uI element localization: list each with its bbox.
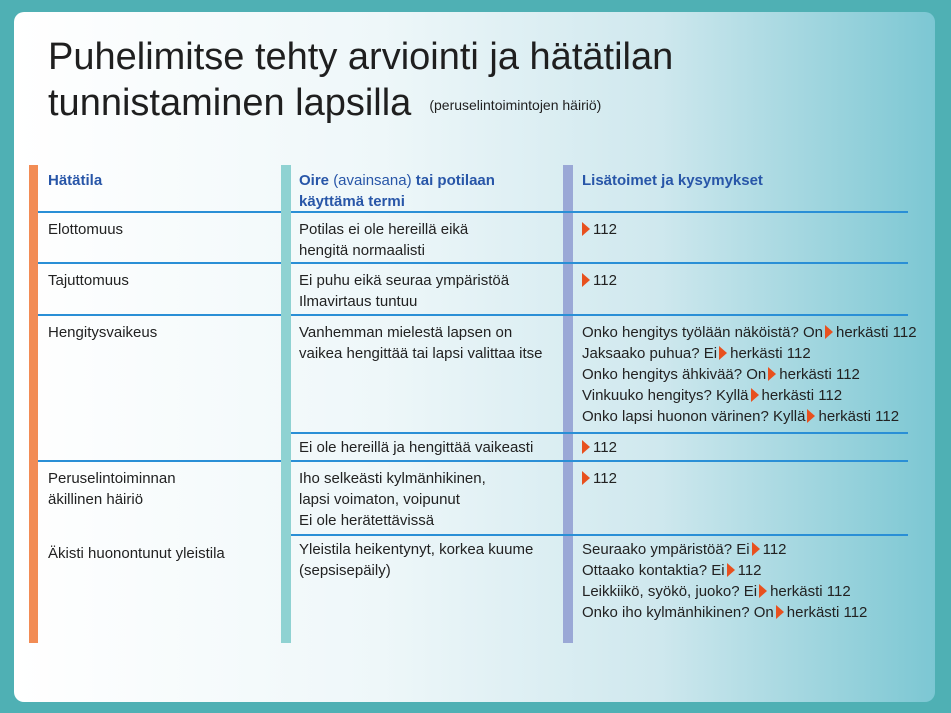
column-bar-blue: [563, 165, 573, 643]
row-yleistila-q1: [582, 539, 787, 560]
action-text: 112: [737, 562, 762, 579]
row-perus-sym1: Iho selkeästi kylmänhikinen,: [299, 470, 486, 487]
row-hengitys-q3: [582, 364, 860, 385]
row-tajuttomuus-state: Tajuttomuus: [48, 272, 129, 289]
rule-row2-1: [38, 314, 281, 316]
arrow-icon: [759, 584, 767, 598]
row-hengitys-sym3: Ei ole hereillä ja hengittää vaikeasti: [299, 439, 534, 456]
arrow-icon: [807, 409, 815, 423]
title-subtitle: (peruselintoimintojen häiriö): [429, 96, 602, 113]
row-perus-state2: äkillinen häiriö: [48, 491, 144, 508]
header-lisatoimet: Lisätoimet ja kysymykset: [582, 172, 763, 189]
arrow-icon: [825, 325, 833, 339]
row-tajuttomuus-sym1: Ei puhu eikä seuraa ympäristöä: [299, 272, 510, 289]
arrow-icon: [776, 605, 784, 619]
action-text: herkästi 112: [730, 345, 811, 362]
slide-panel: [14, 12, 935, 702]
rule-row3-1: [38, 460, 281, 462]
header-oire-line2: käyttämä termi: [299, 193, 405, 210]
rule-row3-sub: [291, 432, 908, 434]
row-perus-action: [580, 468, 617, 489]
action-text: 112: [762, 541, 787, 558]
column-bar-orange: [29, 165, 38, 643]
row-perus-sym2: lapsi voimaton, voipunut: [299, 491, 460, 508]
row-yleistila-q2: [582, 560, 762, 581]
rule-row3-2: [291, 460, 908, 462]
slide-title: [48, 34, 673, 128]
row-hengitys-q2: [582, 343, 811, 364]
row-hengitys-sym1: Vanhemman mielestä lapsen on: [299, 324, 513, 341]
action-text: 112: [593, 221, 617, 238]
action-text: herkästi 112: [770, 583, 851, 600]
title-line-1: Puhelimitse tehty arviointi ja hätätilan: [48, 36, 674, 78]
question-text: Seuraako ympäristöä? Ei: [582, 541, 750, 558]
arrow-icon: [582, 440, 590, 454]
arrow-icon: [582, 273, 590, 287]
arrow-icon: [719, 346, 727, 360]
header-hatatila: Hätätila: [48, 172, 103, 189]
question-text: Onko hengitys ähkivää? On: [582, 366, 767, 383]
row-elottomuus-action: [580, 219, 617, 240]
arrow-icon: [582, 471, 590, 485]
row-hengitys-action2: [580, 437, 617, 458]
header-oire-a: Oire: [299, 172, 330, 189]
action-text: herkästi 112: [818, 408, 900, 425]
rule-row1-1: [38, 262, 281, 264]
arrow-icon: [768, 367, 776, 381]
row-yleistila-sym2: (sepsisepäily): [299, 562, 391, 579]
action-text: herkästi 112: [835, 324, 917, 341]
action-text: herkästi 112: [786, 604, 868, 621]
rule-row1-2: [291, 262, 908, 264]
row-elottomuus-sym2: hengitä normaalisti: [299, 242, 425, 259]
rule-row2-2: [291, 314, 908, 316]
row-yleistila-state: Äkisti huonontunut yleistila: [48, 545, 225, 562]
row-yleistila-q4: [582, 602, 867, 623]
row-elottomuus-sym1: Potilas ei ole hereillä eikä: [299, 221, 469, 238]
row-hengitys-q5: [582, 406, 899, 427]
action-text: herkästi 112: [779, 366, 860, 383]
row-yleistila-sym1: Yleistila heikentynyt, korkea kuume: [299, 541, 534, 558]
rule-header-2: [291, 211, 908, 213]
title-line-2: [48, 80, 673, 128]
question-text: Onko iho kylmänhikinen? On: [582, 604, 774, 621]
question-text: Vinkuuko hengitys? Kyllä: [582, 387, 749, 404]
question-text: Onko hengitys työlään näköistä? On: [582, 324, 823, 341]
row-hengitys-q4: [582, 385, 842, 406]
arrow-icon: [582, 222, 590, 236]
header-oire: [299, 170, 495, 191]
question-text: Jaksaako puhua? Ei: [582, 345, 718, 362]
header-oire-b: (avainsana): [333, 172, 412, 189]
question-text: Onko lapsi huonon värinen? Kyllä: [582, 408, 806, 425]
row-tajuttomuus-sym2: Ilmavirtaus tuntuu: [299, 293, 418, 310]
row-hengitys-q1: [582, 322, 917, 343]
row-perus-sym3: Ei ole herätettävissä: [299, 512, 435, 529]
row-hengitys-sym2: vaikea hengittää tai lapsi valittaa itse: [299, 345, 543, 362]
title-line-2-text: tunnistaminen lapsilla: [48, 82, 412, 124]
arrow-icon: [752, 542, 760, 556]
action-text: 112: [593, 470, 617, 487]
arrow-icon: [751, 388, 759, 402]
action-text: 112: [593, 272, 617, 289]
rule-row4-sub: [291, 534, 908, 536]
arrow-icon: [727, 563, 735, 577]
row-hengitys-state: Hengitysvaikeus: [48, 324, 158, 341]
action-text: 112: [593, 439, 617, 456]
header-oire-c: tai potilaan: [415, 172, 495, 189]
question-text: Leikkiikö, syökö, juoko? Ei: [582, 583, 758, 600]
action-text: herkästi 112: [761, 387, 843, 404]
row-tajuttomuus-action: [580, 270, 617, 291]
row-perus-state1: Peruselintoiminnan: [48, 470, 176, 487]
rule-header-1: [38, 211, 281, 213]
column-bar-teal: [281, 165, 291, 643]
row-yleistila-q3: [582, 581, 851, 602]
question-text: Ottaako kontaktia? Ei: [582, 562, 725, 579]
row-elottomuus-state: Elottomuus: [48, 221, 124, 238]
